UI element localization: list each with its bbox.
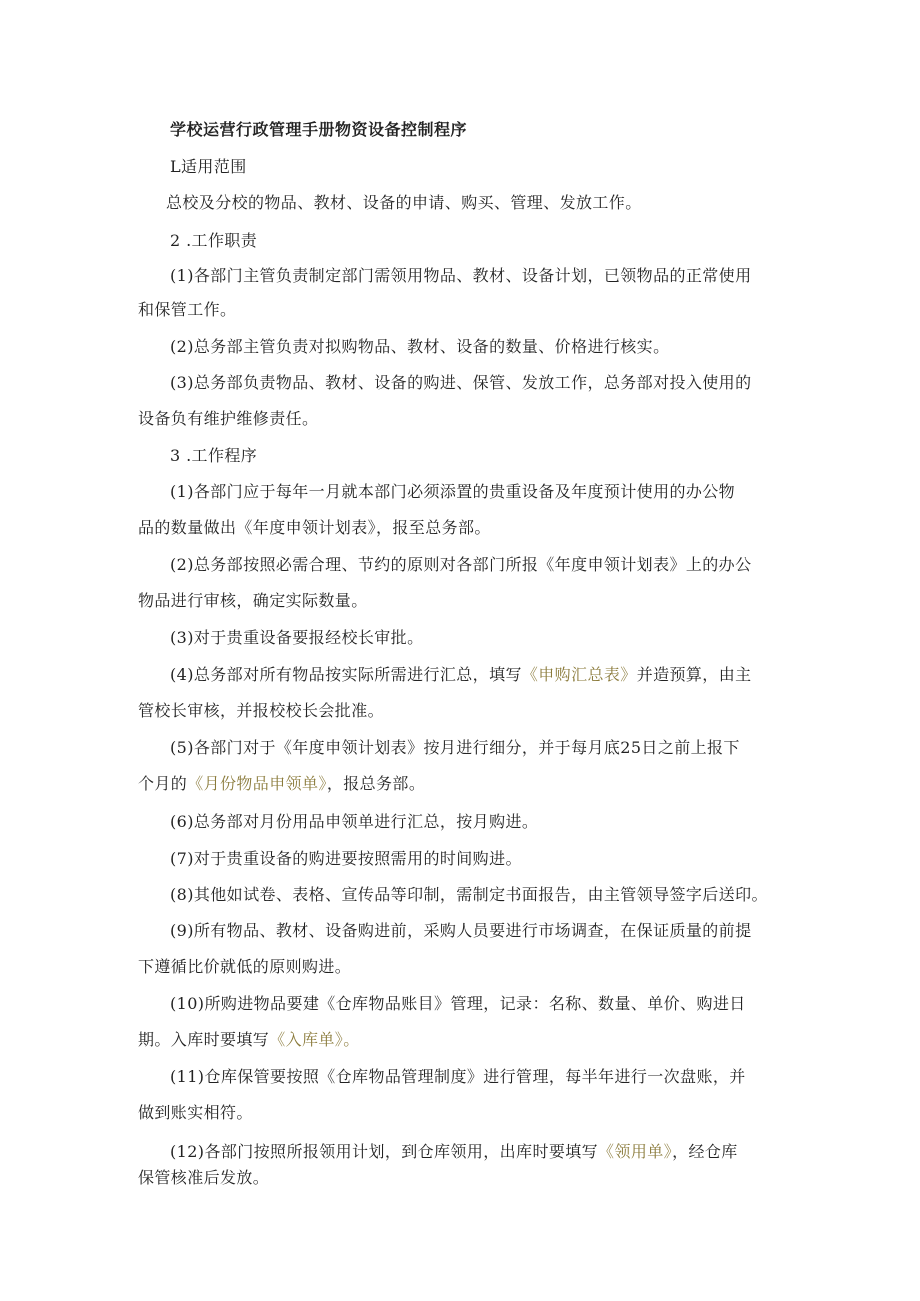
proc-12-line-2: 保管核准后发放。 — [138, 1168, 270, 1187]
proc-10-line-2 — [138, 1027, 360, 1050]
proc-4-text-c: 并造预算，由主 — [636, 665, 752, 684]
duty-2-line-1: (2)总务部主管负责对拟购物品、教材、设备的数量、价格进行核实。 — [170, 337, 670, 356]
proc-10-form-link: 《入库单》。 — [269, 1030, 360, 1049]
proc-6-line-1: (6)总务部对月份用品申领单进行汇总，按月购进。 — [170, 812, 539, 831]
proc-11-line-2: 做到账实相符。 — [138, 1103, 253, 1122]
section-1-body: 总校及分校的物品、教材、设备的申请、购买、管理、发放工作。 — [166, 193, 642, 212]
document-title: 学校运营行政管理手册物资设备控制程序 — [170, 120, 468, 139]
proc-12-form-link: 《领用单》 — [598, 1142, 673, 1161]
proc-9-line-2: 下遵循比价就低的原则购进。 — [138, 957, 352, 976]
proc-7-line-1: (7)对于贵重设备的购进要按照需用的时间购进。 — [170, 849, 522, 868]
duty-3-line-2: 设备负有维护维修责任。 — [138, 409, 319, 428]
proc-10-line-1: (10)所购进物品要建《仓库物品账目》管理，记录：名称、数量、单价、购进日 — [170, 994, 746, 1013]
duty-3-line-1: (3)总务部负责物品、教材、设备的购进、保管、发放工作，总务部对投入使用的 — [170, 373, 752, 392]
duty-1-line-2: 和保管工作。 — [138, 300, 237, 319]
proc-5-line-1: (5)各部门对于《年度申领计划表》按月进行细分，并于每月底25日之前上报下 — [170, 738, 740, 757]
proc-5-text-a: 个月的 — [138, 774, 188, 793]
proc-9-line-1: (9)所有物品、教材、设备购进前，采购人员要进行市场调查，在保证质量的前提 — [170, 921, 752, 940]
proc-2-line-2: 物品进行审核，确定实际数量。 — [138, 591, 368, 610]
proc-2-line-1: (2)总务部按照必需合理、节约的原则对各部门所报《年度申领计划表》上的办公 — [170, 555, 752, 574]
duty-1-line-1: (1)各部门主管负责制定部门需领用物品、教材、设备计划，已领物品的正常使用 — [170, 266, 752, 285]
proc-5-line-2 — [138, 771, 425, 794]
proc-11-line-1: (11)仓库保管要按照《仓库物品管理制度》进行管理，每半年进行一次盘账，并 — [170, 1067, 746, 1086]
proc-5-text-c: ，报总务部。 — [326, 774, 426, 793]
proc-3-line-1: (3)对于贵重设备要报经校长审批。 — [170, 628, 424, 647]
proc-12-line-1 — [170, 1139, 738, 1162]
proc-8-line-1: (8)其他如试卷、表格、宣传品等印制，需制定书面报告，由主管领导签字后送印。 — [170, 885, 768, 904]
proc-12-text-a: (12)各部门按照所报领用计划，到仓库领用，出库时要填写 — [170, 1142, 599, 1161]
proc-5-form-link: 《月份物品申领单》 — [187, 774, 327, 793]
proc-4-line-1 — [170, 662, 752, 685]
proc-10-text-a: 期。入库时要填写 — [138, 1030, 270, 1049]
section-2-heading: 2 .工作职责 — [170, 231, 258, 250]
proc-4-form-link: 《申购汇总表》 — [521, 665, 637, 684]
section-3-heading: 3 .工作程序 — [170, 446, 258, 465]
proc-12-text-c: ，经仓库 — [672, 1142, 738, 1161]
proc-4-line-2: 管校长审核，并报校校长会批准。 — [138, 701, 385, 720]
proc-1-line-1: (1)各部门应于每年一月就本部门必须添置的贵重设备及年度预计使用的办公物 — [170, 482, 736, 501]
proc-1-line-2: 品的数量做出《年度申领计划表》，报至总务部。 — [138, 518, 491, 537]
proc-4-text-a: (4)总务部对所有物品按实际所需进行汇总，填写 — [170, 665, 522, 684]
section-1-heading: L适用范围 — [170, 157, 247, 176]
